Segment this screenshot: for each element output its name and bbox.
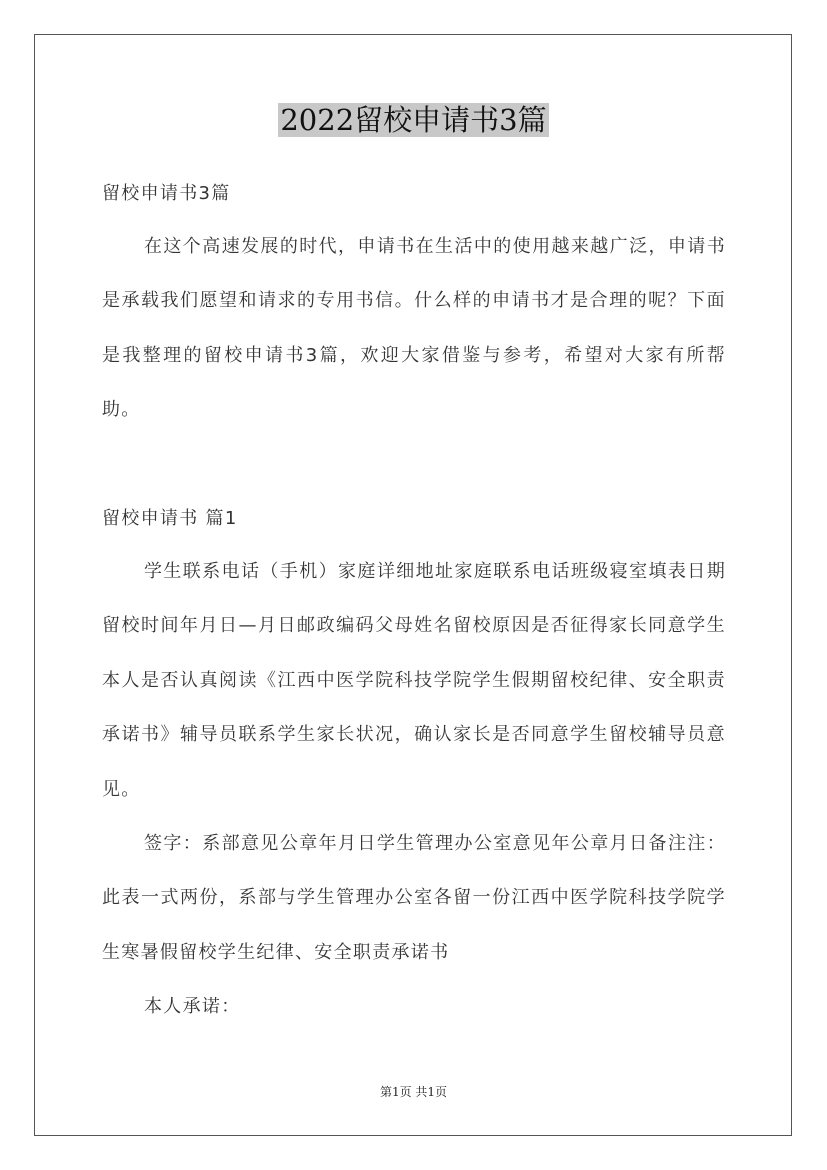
document-title (0, 100, 827, 140)
body-paragraph-3: 本人承诺： (144, 996, 241, 1017)
page-number-footer: 第1页 共1页 (379, 1085, 448, 1099)
body-paragraph-2: 签字：系部意见公章年月日学生管理办公室意见年公章月日备注注：此表一式两份，系部与学生管理办公室各留一份江西中医学院科技学院学生寒暑假留校学生纪律、安全职责承诺书 (102, 833, 726, 963)
document-title-text: 2022留校申请书3篇 (280, 103, 547, 137)
body-paragraph-1: 学生联系电话（手机）家庭详细地址家庭联系电话班级寝室填表日期留校时间年月日—月日邮政编码父母姓名留校原因是否征得家长同意学生本人是否认真阅读《江西中医学院科技学院学生假期留校纪律、安全职责承诺书》辅导员联系学生家长状况，确认家长是否同意学生留校辅导员意见。 (102, 561, 726, 800)
intro-paragraph: 在这个高速发展的时代，申请书在生活中的使用越来越广泛，申请书是承载我们愿望和请求的专用书信。什么样的申请书才是合理的呢？下面是我整理的留校申请书3篇，欢迎大家借鉴与参考，希望对大家有所帮助。 (102, 236, 726, 421)
document-subtitle: 留校申请书3篇 (102, 183, 231, 204)
section-heading: 留校申请书 篇1 (102, 508, 238, 529)
